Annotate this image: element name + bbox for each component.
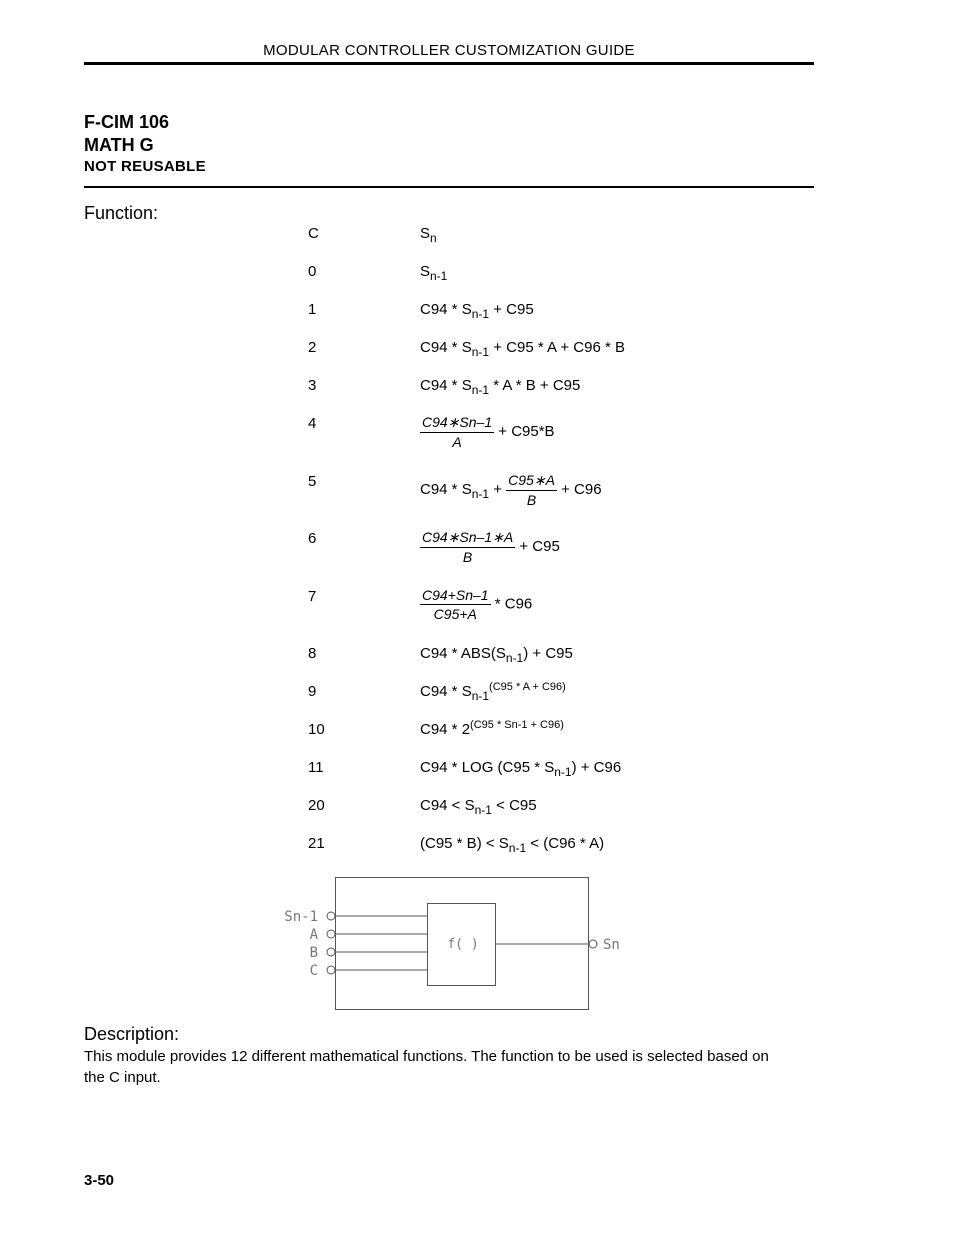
fraction: $\frac{C95∗A}{B}$ (508, 472, 555, 508)
description-heading: Description: (84, 1024, 180, 1044)
input-port (327, 930, 335, 938)
function-code: 8 (308, 645, 317, 662)
input-label: Sn-1 (284, 909, 318, 925)
page-number: 3-50 (84, 1172, 115, 1189)
output-port (589, 940, 597, 948)
function-formula: $\frac{C94+Sn-1}{C95+A}$ * C96 (422, 587, 533, 622)
function-code: 6 (308, 530, 317, 547)
function-formula: $C94 * 2^{(C95 * Sn-1 + C96)}$ (420, 719, 564, 738)
title-rule (84, 186, 814, 188)
function-code: 20 (308, 797, 325, 814)
input-label: C (309, 963, 318, 979)
function-formula: $\frac{C94∗Sn-1}{A}$ + C95*B (422, 414, 555, 450)
function-code: 9 (308, 683, 317, 700)
module-name: MATH G (84, 135, 154, 155)
input-port (327, 912, 335, 920)
block-diagram (276, 870, 636, 1018)
function-code: 1 (308, 301, 317, 318)
function-formula: $C94 * S_{n-1}$ + $\frac{C95∗A}{B}$ + C96 (420, 472, 602, 508)
function-heading: Function: (84, 203, 159, 223)
header-rule (84, 62, 814, 65)
function-code: 3 (308, 377, 317, 394)
function-formula: $C94 * S_{n-1}^{(C95 * A + C96)}$ (420, 681, 566, 703)
fraction: $\frac{C94+Sn-1}{C95+A}$ (422, 587, 489, 622)
function-formula: $C94 * S_{n-1} * A * B + C95$ (420, 377, 581, 397)
module-code: F-CIM 106 (84, 112, 170, 132)
input-port (327, 966, 335, 974)
block-label: f( ) (447, 937, 479, 952)
column-header-s: $S_n$ (420, 225, 437, 245)
function-formula: $C94 * S_{n-1} + C95 * A + C96 * B$ (420, 339, 625, 359)
running-header: MODULAR CONTROLLER CUSTOMIZATION GUIDE (263, 42, 635, 59)
fraction: $\frac{C94∗Sn-1}{A}$ (422, 414, 493, 450)
function-code: 5 (308, 473, 317, 490)
input-label: A (309, 927, 318, 943)
input-label: B (309, 945, 318, 961)
function-formula: $\frac{C94∗Sn-1∗A}{B}$ + C95 (422, 529, 560, 565)
function-formula: C94 * LOG $(C95 * S_{n-1}) + C96$ (420, 759, 622, 779)
input-port (327, 948, 335, 956)
function-code: 21 (308, 835, 325, 852)
function-code: 2 (308, 339, 317, 356)
function-formula: $S_{n-1}$ (420, 263, 448, 283)
function-code: 7 (308, 588, 317, 605)
function-code: 4 (308, 415, 317, 432)
function-formula: $C94 * ABS(S_{n-1}) + C95$ (420, 645, 573, 665)
function-code: 10 (308, 721, 325, 738)
function-formula: $(C95 * B) < S_{n-1} < (C96 * A)$ (420, 835, 605, 855)
function-code: 0 (308, 263, 317, 280)
function-formula: $C94 < S_{n-1} < C95$ (420, 797, 537, 817)
description-text: This module provides 12 different mathematical functions. The function to be used is selected based on the C input. (84, 1048, 769, 1086)
output-label: Sn (603, 937, 620, 953)
function-formula: $C94 * S_{n-1} + C95$ (420, 301, 534, 321)
column-header-c: C (308, 225, 319, 242)
fraction: $\frac{C94∗Sn-1∗A}{B}$ (422, 529, 514, 565)
function-code: 11 (308, 759, 324, 776)
module-reuse-note: NOT REUSABLE (84, 158, 206, 175)
